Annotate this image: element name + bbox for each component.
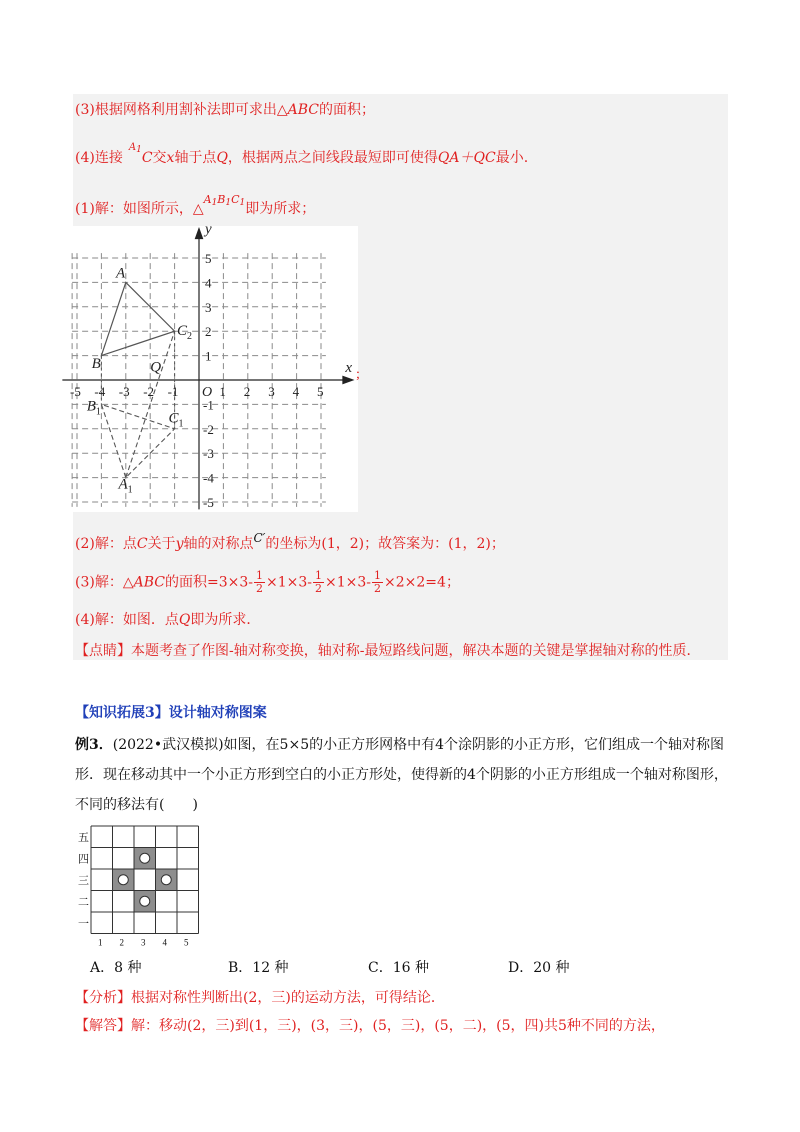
trailing-mark: ; <box>356 367 360 382</box>
y-tick-label: -4 <box>203 470 214 486</box>
cell-circle-icon <box>118 875 128 885</box>
solution-part-4: (4)解：如图．点Q即为所求． <box>75 612 261 628</box>
dianjing-note: 【点睛】本题考查了作图-轴对称变换，轴对称-最短路线问题，解决本题的关键是掌握轴对称的性质． <box>75 643 701 659</box>
x-tick-label: 4 <box>292 384 300 399</box>
y-tick-label: 3 <box>205 299 212 315</box>
coordinate-grid-figure <box>70 221 360 512</box>
y-axis-label: y <box>205 221 212 238</box>
y-tick-label: -2 <box>203 421 214 437</box>
example-line-3: 不同的移法有( ) <box>75 797 198 813</box>
x-tick-label: -1 <box>167 384 179 399</box>
row-label: 四 <box>78 852 89 866</box>
y-tick-label: 4 <box>205 275 212 291</box>
y-tick-label: -3 <box>203 446 214 462</box>
row-label: 五 <box>78 831 89 844</box>
y-tick-label: 1 <box>205 348 212 364</box>
point-a-label: A <box>116 265 126 282</box>
x-tick-label: -2 <box>143 384 155 399</box>
x-axis-label: x <box>345 360 353 376</box>
y-tick-label: -5 <box>203 495 214 510</box>
five-by-five-grid-figure <box>76 822 201 948</box>
solution-part-2: (2)解：点C关于y轴的对称点C′的坐标为(1，2)；故答案为：(1，2)； <box>75 531 505 552</box>
x-tick-label: 5 <box>317 384 324 399</box>
cell-circle-icon <box>161 875 171 885</box>
x-tick-label: -4 <box>94 384 106 399</box>
row-label: 二 <box>78 895 89 909</box>
x-tick-label: 2 <box>243 384 251 399</box>
cell-circle-icon <box>140 896 150 906</box>
point-a1-label: $A_1$ <box>118 476 133 496</box>
option-d[interactable]: D．20 种 <box>508 960 570 976</box>
x-tick-label: -5 <box>70 384 81 399</box>
x-tick-label: 3 <box>268 384 275 399</box>
point-c-label: $C_2$ <box>177 322 193 342</box>
solution-line-3-hint: (3)根据网格利用割补法即可求出△ABC的面积； <box>75 102 375 118</box>
option-a[interactable]: A．8 种 <box>90 960 142 976</box>
example-line-2: 形．现在移动其中一个小正方形到空白的小正方形处，使得新的4个阴影的小正方形组成一个轴对称图形， <box>75 767 728 783</box>
col-label: 5 <box>184 937 189 948</box>
x-tick-label: -3 <box>118 384 130 399</box>
col-label: 4 <box>162 937 167 948</box>
point-b1-label: $B_1$ <box>86 398 101 418</box>
y-tick-label: -1 <box>203 397 214 413</box>
answer: 【解答】解：移动(2，三)到(1，三)，(3，三)，(5，三)，(5，二)，(5，四)共5种不同的方法， <box>75 1018 665 1034</box>
cell-circle-icon <box>140 853 150 863</box>
y-tick-label: 5 <box>205 251 212 266</box>
row-label: 一 <box>78 917 89 930</box>
option-c[interactable]: C．16 种 <box>368 960 429 976</box>
solution-line-4-hint: (4)连接$^{A1}$C交x轴于点Q，根据两点之间线段最短即可使得QA＋QC最小. <box>75 142 529 166</box>
col-label: 2 <box>119 937 124 948</box>
point-c1-label: $C_1$ <box>168 410 184 430</box>
col-label: 3 <box>141 937 146 948</box>
x-tick-label: 1 <box>219 384 226 399</box>
origin-label: O <box>202 385 213 400</box>
solution-part-3: (3)解：△ABC的面积=3×3- $\frac{1}{2}$ ×1×3- $\frac{1}{2}$ ×1×3- $\frac{1}{2}$ ×2×2=4； <box>75 569 460 595</box>
option-b[interactable]: B．12 种 <box>228 960 289 976</box>
col-label: 1 <box>98 937 103 948</box>
section-heading: 【知识拓展3】设计轴对称图案 <box>75 705 267 721</box>
analysis: 【分析】根据对称性判断出(2，三)的运动方法，可得结论． <box>75 990 445 1006</box>
solution-part-1: (1)解：如图所示，△$^{A_1B_1C_1}$即为所求； <box>75 193 316 217</box>
point-q-label: Q <box>150 359 162 376</box>
point-b-label: B <box>91 355 101 372</box>
example-line-1: 例3．(2022•武汉模拟)如图，在5×5的小正方形网格中有4个涂阴影的小正方形，它们组成一个轴对称图 <box>75 737 725 753</box>
row-label: 三 <box>78 874 89 887</box>
y-tick-label: 2 <box>205 324 212 340</box>
